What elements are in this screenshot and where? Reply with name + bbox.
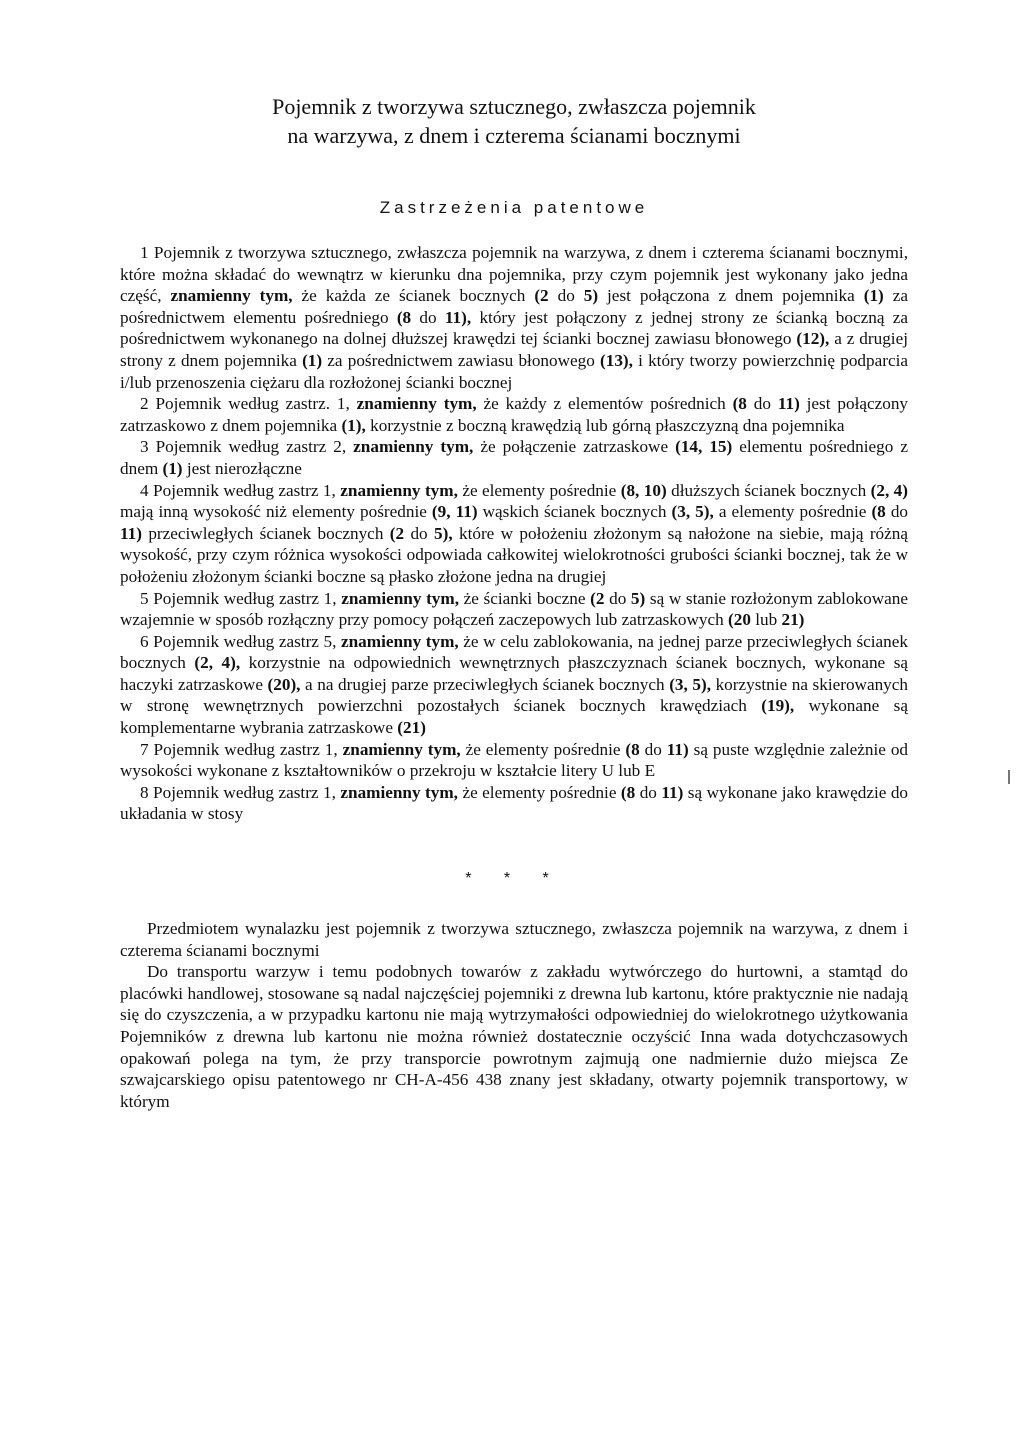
claim-text: 6 Pojemnik według zastrz 5, — [140, 631, 341, 651]
claim-bold-text: 11), — [444, 307, 472, 327]
claim-text: do — [411, 307, 445, 327]
claim-bold-text: (3, 5), — [669, 674, 711, 694]
claim-text: elementu pośredniego z dnem — [120, 437, 908, 478]
claim-bold-text: 5), — [434, 523, 453, 543]
claim-bold-text: znamienny tym, — [356, 394, 477, 414]
claim-bold-text: znamienny tym, — [340, 480, 458, 500]
title-line-1: Pojemnik z tworzywa sztucznego, zwłaszcza pojemnik — [272, 94, 756, 119]
claim-bold-text: (2 — [590, 588, 605, 608]
claim-text: lub — [750, 610, 782, 630]
claim-text: wykonane są komplementarne wybrania zatrzaskowe — [120, 696, 908, 738]
section-heading-claims: Zastrzeżenia patentowe — [379, 198, 649, 217]
claim-bold-text: znamienny tym, — [342, 739, 461, 759]
claim-bold-text: 11) — [120, 523, 142, 543]
claim-text: 5 Pojemnik według zastrz 1, — [140, 588, 342, 608]
claim-bold-text: (3, 5), — [671, 502, 714, 522]
claim-text: dłuższych ścianek bocznych — [666, 480, 871, 500]
claim-text: że elementy pośrednie — [457, 480, 621, 500]
claim-text: do — [746, 394, 778, 414]
claim-bold-text: 11) — [666, 739, 689, 759]
claim-bold-text: znamienny tym, — [353, 437, 474, 457]
claim-text: do — [635, 782, 662, 802]
scan-edge-mark — [1008, 770, 1010, 784]
claim-bold-text: znamienny tym, — [341, 588, 459, 608]
claim-text: do — [885, 502, 909, 522]
claim-bold-text: (1), — [341, 415, 366, 435]
claim-bold-text: (8 — [732, 394, 747, 414]
claim-text: są puste względnie zależnie od wysokości wykonane z kształtowników o przekroju w kształcie litery U lub E — [120, 739, 909, 781]
claim-text: mają inną wysokość niż elementy pośrednie — [120, 502, 432, 522]
claim-text: że połączenie zatrzaskowe — [473, 437, 676, 457]
claim-text: 8 Pojemnik według zastrz 1, — [140, 782, 341, 802]
claim-text: korzystnie na odpowiednich wewnętrznych płaszczyznach ścianek bocznych, wykonane są haczyki zatrzaskowe — [120, 653, 909, 694]
claim-text: 3 Pojemnik według zastrz 2, — [140, 437, 354, 457]
claim-text: i który tworzy powierzchnię podparcia i/lub przenoszenia ciężaru dla rozłożonej ścianki bocznej — [120, 350, 908, 392]
claim-text: a z drugiej strony z dnem pojemnika — [120, 329, 908, 370]
claim-bold-text: (1) — [162, 458, 183, 478]
claim-text: za pośrednictwem zawiasu błonowego — [322, 350, 601, 370]
claim-text: który jest połączony z jednej strony ze ścianką boczną za pośrednictwem wykonanego na dolnej dłuższej krawędzi tej ścianki bocznej zawiasu błonowego — [120, 307, 909, 349]
claim-text: do — [639, 739, 667, 759]
claims-list — [120, 242, 908, 825]
claim-bold-text: znamienny tym, — [340, 631, 459, 651]
claim-paragraph — [120, 631, 908, 739]
claim-text: a na drugiej parze przeciwległych ścianek bocznych — [300, 674, 670, 694]
claim-text: korzystnie z boczną krawędzią lub górną płaszczyzną dna pojemnika — [365, 415, 845, 435]
claim-bold-text: 11) — [661, 782, 684, 802]
description-paragraph: Przedmiotem wynalazku jest pojemnik z tworzywa sztucznego, zwłaszcza pojemnik na warzywa, z dnem i czterema ścianami bocznymi — [120, 919, 908, 960]
claim-text: jest nierozłączne — [182, 458, 302, 478]
claim-text: do — [548, 286, 584, 306]
claim-bold-text: (2, 4) — [870, 480, 909, 500]
claim-paragraph — [120, 588, 908, 631]
claim-bold-text: (12), — [796, 329, 830, 349]
claim-text: jest połączona z dnem pojemnika — [598, 286, 864, 306]
claim-text: przeciwległych ścianek bocznych — [141, 523, 390, 543]
claim-text: że elementy pośrednie — [457, 782, 621, 802]
claim-text: korzystnie na skierowanych w stronę wewnętrznych powierzchni pozostałych ścianek bocznych krawędziach — [120, 674, 908, 716]
claim-bold-text: 21) — [781, 610, 805, 630]
claim-text: do — [404, 523, 434, 543]
claim-bold-text: (14, 15) — [675, 437, 733, 457]
claim-bold-text: (8 — [625, 739, 640, 759]
claim-bold-text: (19), — [761, 696, 795, 716]
claim-text: do — [604, 588, 631, 608]
title-line-2: na warzywa, z dnem i czterema ścianami bocznymi — [287, 123, 741, 148]
claim-bold-text: (21) — [397, 718, 426, 738]
claim-paragraph — [120, 480, 908, 588]
claim-text: 4 Pojemnik według zastrz 1, — [140, 480, 341, 500]
claim-text: że każda ze ścianek bocznych — [292, 286, 535, 306]
claim-paragraph — [120, 739, 908, 782]
claim-bold-text: (20 — [728, 610, 751, 630]
claim-bold-text: (9, 11) — [431, 502, 478, 522]
claim-text: że ścianki boczne — [459, 588, 591, 608]
claim-bold-text: (1) — [863, 286, 884, 306]
claim-paragraph — [120, 393, 908, 436]
claim-text: że elementy pośrednie — [460, 739, 626, 759]
document-title — [120, 92, 908, 150]
claim-text: a elementy pośrednie — [713, 502, 872, 522]
claim-bold-text: (8 — [396, 307, 412, 327]
document-page — [120, 92, 908, 1112]
claim-bold-text: 5) — [630, 588, 646, 608]
claim-text: 2 Pojemnik według zastrz. 1, — [140, 394, 357, 414]
claim-bold-text: (2 — [534, 286, 549, 306]
claim-bold-text: 5) — [583, 286, 599, 306]
claim-bold-text: znamienny tym, — [170, 286, 293, 306]
claim-text: że w celu zablokowania, na jednej parze przeciwległych ścianek bocznych — [120, 631, 908, 673]
claim-bold-text: znamienny tym, — [340, 782, 458, 802]
claim-bold-text: (20), — [267, 674, 301, 694]
claim-paragraph — [120, 242, 908, 393]
claim-bold-text: (1) — [302, 350, 323, 370]
claim-text: 7 Pojemnik według zastrz 1, — [140, 739, 343, 759]
claim-bold-text: (8, 10) — [620, 480, 667, 500]
claim-text: za pośrednictwem elementu pośredniego — [120, 286, 908, 327]
claim-bold-text: (2, 4), — [194, 653, 241, 673]
claim-text: które w położeniu złożonym są nałożone na siebie, mają różną wysokość, przy czym różnica wysokości odpowiada całkowitej wielokrotności grubości ścianki bocznej, tak że w położeniu złożonym ścianki boczne są płasko złożone jedna na drugiej — [120, 523, 908, 586]
claim-text: 1 Pojemnik z tworzywa sztucznego, zwłaszcza pojemnik na warzywa, z dnem i czterema ścianami bocznymi, które można składać do wewnątrz w kierunku dna pojemnika, przy czym pojemnik jest wykonany jako jedna część, — [120, 243, 908, 306]
claim-text: wąskich ścianek bocznych — [477, 502, 672, 522]
claim-text: że każdy z elementów pośrednich — [476, 394, 733, 414]
claim-paragraph — [120, 782, 908, 825]
section-separator: * * * — [465, 870, 563, 888]
claim-paragraph — [120, 436, 908, 479]
claim-text: są w stanie rozłożonym zablokowane wzajemnie w sposób rozłączny przy pomocy połączeń zaczepowych lub zatrzaskowych — [120, 588, 908, 630]
claim-bold-text: (8 — [620, 782, 636, 802]
claim-bold-text: (8 — [871, 502, 886, 522]
description-body — [120, 918, 908, 1112]
claim-text: są wykonane jako krawędzie do układania w stosy — [120, 782, 909, 824]
description-paragraph: Do transportu warzyw i temu podobnych towarów z zakładu wytwórczego do hurtowni, a stamtąd do placówki handlowej, stosowane są nadal najczęściej pojemniki z drewna lub kartonu, które praktycznie nie nadają się do czyszczenia, a w przypadku kartonu nie mają wytrzymałości odpowiedniej do wielokrotnego użytkowania Pojemników z drewna lub kartonu nie można również dostatecznie oczyścić Inna wada dotychczasowych opakowań polega na tym, że przy transporcie powrotnym zajmują one nadmiernie dużo miejsca Ze szwajcarskiego opisu patentowego nr CH-A-456 438 znany jest składany, otwarty pojemnik transportowy, w którym — [120, 962, 908, 1111]
claim-bold-text: (13), — [600, 350, 633, 370]
claim-text: jest połączony zatrzaskowo z dnem pojemnika — [120, 394, 909, 435]
claim-bold-text: (2 — [389, 523, 405, 543]
claim-bold-text: 11) — [777, 394, 800, 414]
